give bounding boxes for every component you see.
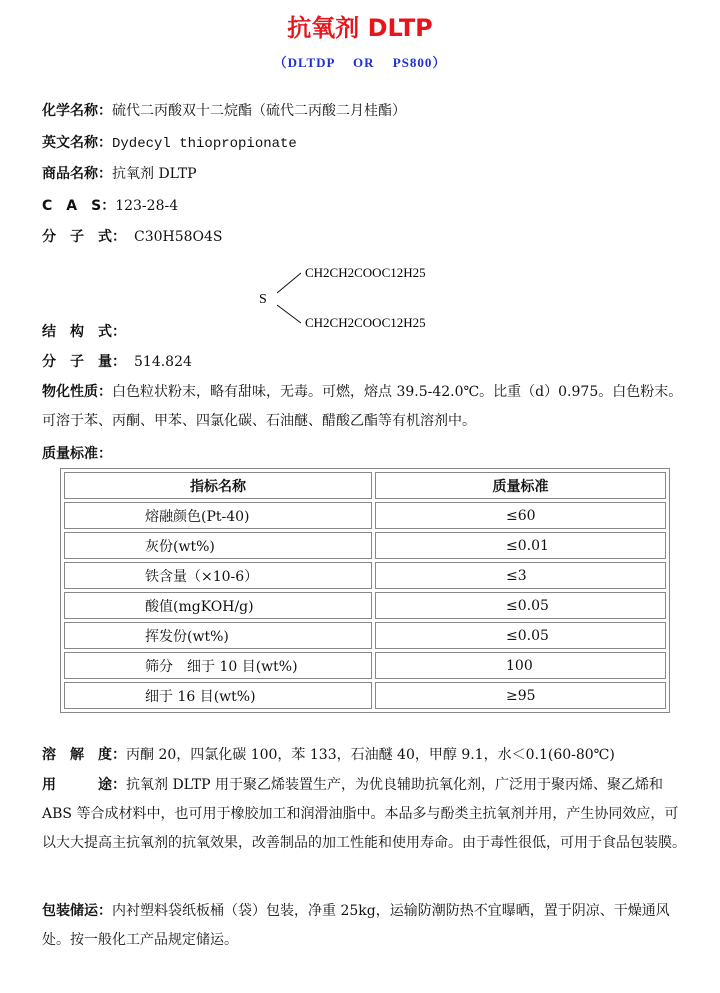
cell-name: 灰份(wt%) bbox=[64, 532, 372, 559]
field-value: C30H58O4S bbox=[134, 229, 223, 245]
bond-bottom bbox=[277, 305, 301, 323]
cell-name: 铁含量（×10-6） bbox=[64, 562, 372, 589]
structure-bottom-chain: CH2CH2COOC12H25 bbox=[305, 315, 426, 330]
section-solubility bbox=[42, 741, 692, 770]
field-value: Dydecyl thiopropionate bbox=[112, 136, 297, 152]
field-label: 分 子 式： bbox=[42, 229, 126, 245]
cell-name: 筛分 细于 10 目(wt%) bbox=[64, 652, 372, 679]
cell-std: 100 bbox=[375, 652, 666, 679]
cell-std: ≤3 bbox=[375, 562, 666, 589]
field-label: 分 子 量： bbox=[42, 354, 126, 370]
cell-std: ≤0.05 bbox=[375, 622, 666, 649]
field-value: 123-28-4 bbox=[115, 198, 179, 214]
section-label: 物化性质： bbox=[42, 384, 112, 400]
section-label: 用 途： bbox=[42, 777, 126, 793]
cell-name: 酸值(mgKOH/g) bbox=[64, 592, 372, 619]
column-header: 指标名称 bbox=[64, 472, 372, 499]
document-title: 抗氧剂 DLTP bbox=[287, 14, 433, 42]
section-text: 内衬塑料袋纸板桶（袋）包装，净重 25kg，运输防潮防热不宜曝晒，置于阴凉、干燥通风处。按一般化工产品规定储运。 bbox=[42, 903, 670, 948]
section-quality-label bbox=[42, 444, 112, 464]
section-label: 包装储运： bbox=[42, 903, 112, 919]
field-en-name bbox=[42, 133, 297, 154]
section-label: 质量标准： bbox=[42, 446, 112, 462]
table-row bbox=[64, 622, 666, 649]
cell-std: ≥95 bbox=[375, 682, 666, 709]
field-value: 抗氧剂 DLTP bbox=[112, 166, 197, 182]
cell-std: ≤0.05 bbox=[375, 592, 666, 619]
field-label: 英文名称： bbox=[42, 135, 112, 151]
column-header: 质量标准 bbox=[375, 472, 666, 499]
structure-top-chain: CH2CH2COOC12H25 bbox=[305, 265, 426, 280]
section-properties bbox=[42, 378, 692, 436]
cell-name: 挥发份(wt%) bbox=[64, 622, 372, 649]
field-label: 结 构 式： bbox=[42, 324, 126, 340]
cell-std: ≤0.01 bbox=[375, 532, 666, 559]
section-packaging bbox=[42, 897, 692, 955]
section-label: 溶 解 度： bbox=[42, 747, 126, 763]
field-label: 商品名称： bbox=[42, 166, 112, 182]
field-mw bbox=[42, 352, 192, 372]
table-row bbox=[64, 532, 666, 559]
table-row bbox=[64, 682, 666, 709]
section-text: 抗氧剂 DLTP 用于聚乙烯装置生产，为优良辅助抗氧化剂，广泛用于聚丙烯、聚乙烯和 ABS 等合成材料中，也可用于橡胶加工和润滑油脂中。本品多与酚类主抗氧剂并用，产生协同效应，可以大大提高主抗氧剂的抗氧效果，改善制品的加工性能和使用寿命。由于毒性很低，可用于食品包装膜。 bbox=[42, 777, 686, 851]
field-value: 硫代二丙酸双十二烷酯（硫代二丙酸二月桂酯） bbox=[112, 103, 406, 119]
field-label: 化学名称： bbox=[42, 103, 112, 119]
section-usage bbox=[42, 771, 692, 858]
field-formula bbox=[42, 227, 223, 247]
section-text: 丙酮 20，四氯化碳 100，苯 133，石油醚 40，甲醇 9.1，水＜0.1(60-80℃) bbox=[126, 747, 615, 763]
table-row bbox=[64, 562, 666, 589]
cell-name: 熔融颜色(Pt-40) bbox=[64, 502, 372, 529]
quality-table bbox=[60, 468, 670, 713]
structure-s: S bbox=[259, 292, 267, 307]
table-row bbox=[64, 502, 666, 529]
table-row bbox=[64, 592, 666, 619]
bond-top bbox=[277, 273, 301, 293]
field-chem-name bbox=[42, 101, 406, 121]
document-subtitle: （DLTDP OR PS800） bbox=[273, 55, 447, 70]
cell-name: 细于 16 目(wt%) bbox=[64, 682, 372, 709]
cell-std: ≤60 bbox=[375, 502, 666, 529]
table-row bbox=[64, 652, 666, 679]
field-label: C A S： bbox=[42, 198, 116, 214]
field-structure-label bbox=[42, 322, 126, 342]
field-value: 514.824 bbox=[134, 354, 192, 370]
section-text: 白色粒状粉末，略有甜味，无毒。可燃，熔点 39.5-42.0℃。比重（d）0.975。白色粉末。可溶于苯、丙酮、甲苯、四氯化碳、石油醚、醋酸乙酯等有机溶剂中。 bbox=[42, 384, 683, 429]
structural-formula bbox=[255, 255, 455, 335]
field-cas bbox=[42, 196, 178, 216]
table-header-row bbox=[64, 472, 666, 499]
field-trade-name bbox=[42, 164, 197, 184]
